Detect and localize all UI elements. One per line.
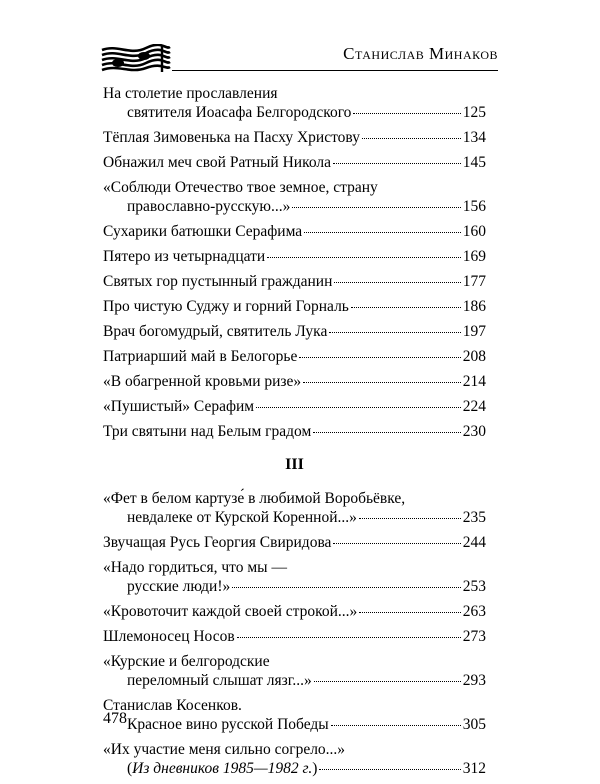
toc-leader-dots [299,357,460,358]
toc-leader-dots [314,681,461,682]
toc-leader-dots [329,332,460,333]
toc-entry-page: 145 [462,154,486,171]
toc-leader-dots [334,282,460,283]
toc-entry[interactable] [103,422,486,441]
toc-entry[interactable] [103,397,486,416]
toc-entry-title: Святых гор пустынный гражданин [103,273,333,290]
toc-entry[interactable] [103,84,486,122]
toc-leader-dots [359,612,460,613]
toc-leader-dots [237,637,461,638]
toc-entry-title: (Из дневников 1985—1982 г.) [127,760,318,777]
toc-leader-dots [304,232,461,233]
toc-entry[interactable] [103,533,486,552]
toc-entry-line: «Надо гордиться, что мы — [103,559,287,576]
toc-entry-page: 312 [462,760,486,777]
toc-entry[interactable] [103,489,486,527]
toc-leader-dots [351,307,461,308]
toc-entry-page: 293 [462,672,486,689]
author-name: Станислав Минаков [343,44,498,63]
toc-leader-dots [333,543,460,544]
toc-entry-page: 169 [462,248,486,265]
toc-entry[interactable] [103,272,486,291]
toc-entry-page: 253 [462,578,486,595]
toc-entry[interactable] [103,652,486,690]
toc-entry-title: «В обагренной кровьми ризе» [103,373,302,390]
toc-entry-line: «Их участие меня сильно согрело...» [103,741,346,758]
toc-entry-page: 230 [462,423,486,440]
toc-entry-title: Про чистую Суджу и горний Горналь [103,298,349,315]
toc-entry[interactable] [103,740,486,778]
toc-entry-title: Звучащая Русь Георгия Свиридова [103,534,332,551]
toc-leader-dots [267,257,461,258]
toc-entry-title: Три святыни над Белым градом [103,423,312,440]
toc-entry-page: 273 [462,628,486,645]
toc-leader-dots [303,382,461,383]
toc-entry-page: 134 [462,129,486,146]
stave-logo-icon [100,44,172,74]
toc-entry-title: Сухарики батюшки Серафима [103,223,303,240]
toc-leader-dots [331,725,461,726]
toc-entry[interactable] [103,627,486,646]
toc-entry[interactable] [103,222,486,241]
header-rule [172,70,498,71]
toc-entry-title: Пятеро из четырнадцати [103,248,266,265]
toc-entry[interactable] [103,178,486,216]
toc-entry-page: 156 [462,198,486,215]
toc-entry-italic: Из дневников 1985—1982 г. [132,760,313,777]
toc-entry-title: православно-русскую...» [127,198,291,215]
toc-entry[interactable] [103,247,486,266]
table-of-contents [103,84,486,784]
toc-leader-dots [319,769,460,770]
toc-entry-page: 177 [462,273,486,290]
toc-entry-page: 224 [462,398,486,415]
toc-entry[interactable] [103,558,486,596]
page-number: 478 [103,710,127,727]
toc-entry[interactable] [103,322,486,341]
toc-leader-dots [362,138,461,139]
toc-entry-title: русские люди!» [127,578,231,595]
toc-entry-page: 263 [462,603,486,620]
toc-group-b [103,489,486,734]
toc-entry-title: невдалеке от Курской Коренной...» [127,509,357,526]
toc-leader-dots [292,207,460,208]
toc-entry-page: 305 [462,716,486,733]
toc-entry-title: переломный слышат лязг...» [127,672,312,689]
toc-entry-title: Врач богомудрый, святитель Лука [103,323,328,340]
toc-entry-title: «Пушистый» Серафим [103,398,255,415]
toc-entry-title: Красное вино русской Победы [127,716,329,733]
toc-entry-line: «Фет в белом картузе́ в любимой Воробьёвке, [103,490,406,507]
toc-entry-title: Обнажил меч свой Ратный Никола [103,154,331,171]
toc-entry-page: 125 [462,104,486,121]
toc-entry-line: «Соблюди Отечество твое земное, страну [103,179,378,196]
toc-entry[interactable] [103,602,486,621]
toc-entry-page: 160 [462,223,486,240]
toc-entry-page: 186 [462,298,486,315]
toc-entry-page: 214 [462,373,486,390]
toc-leader-dots [353,113,460,114]
toc-entry-title: Тёплая Зимовенька на Пасху Христову [103,129,360,146]
toc-entry-title: «Кровоточит каждой своей строкой...» [103,603,358,620]
toc-leader-dots [232,587,460,588]
toc-entry[interactable] [103,696,486,734]
toc-entry-line: «Курские и белгородские [103,653,270,670]
toc-leader-dots [333,163,461,164]
toc-entry-title: Патриарший май в Белогорье [103,348,298,365]
toc-entry[interactable] [103,153,486,172]
toc-leader-dots [359,518,461,519]
toc-leader-dots [256,407,461,408]
toc-entry[interactable] [103,297,486,316]
toc-entry-title: Шлемоносец Носов [103,628,235,645]
toc-entry[interactable] [103,372,486,391]
toc-group-a [103,84,486,441]
toc-entry-page: 244 [462,534,486,551]
toc-entry-page: 208 [462,348,486,365]
toc-entry-title: святителя Иоасафа Белгородского [127,104,352,121]
toc-entry-page: 197 [462,323,486,340]
toc-entry-page: 235 [462,509,486,526]
toc-leader-dots [313,432,460,433]
toc-entry[interactable] [103,128,486,147]
section-heading: III [285,456,304,473]
toc-entry-line: Станислав Косенков. [103,697,242,714]
toc-entry-line: На столетие прославления [103,85,278,102]
running-header [100,40,498,80]
toc-entry[interactable] [103,347,486,366]
